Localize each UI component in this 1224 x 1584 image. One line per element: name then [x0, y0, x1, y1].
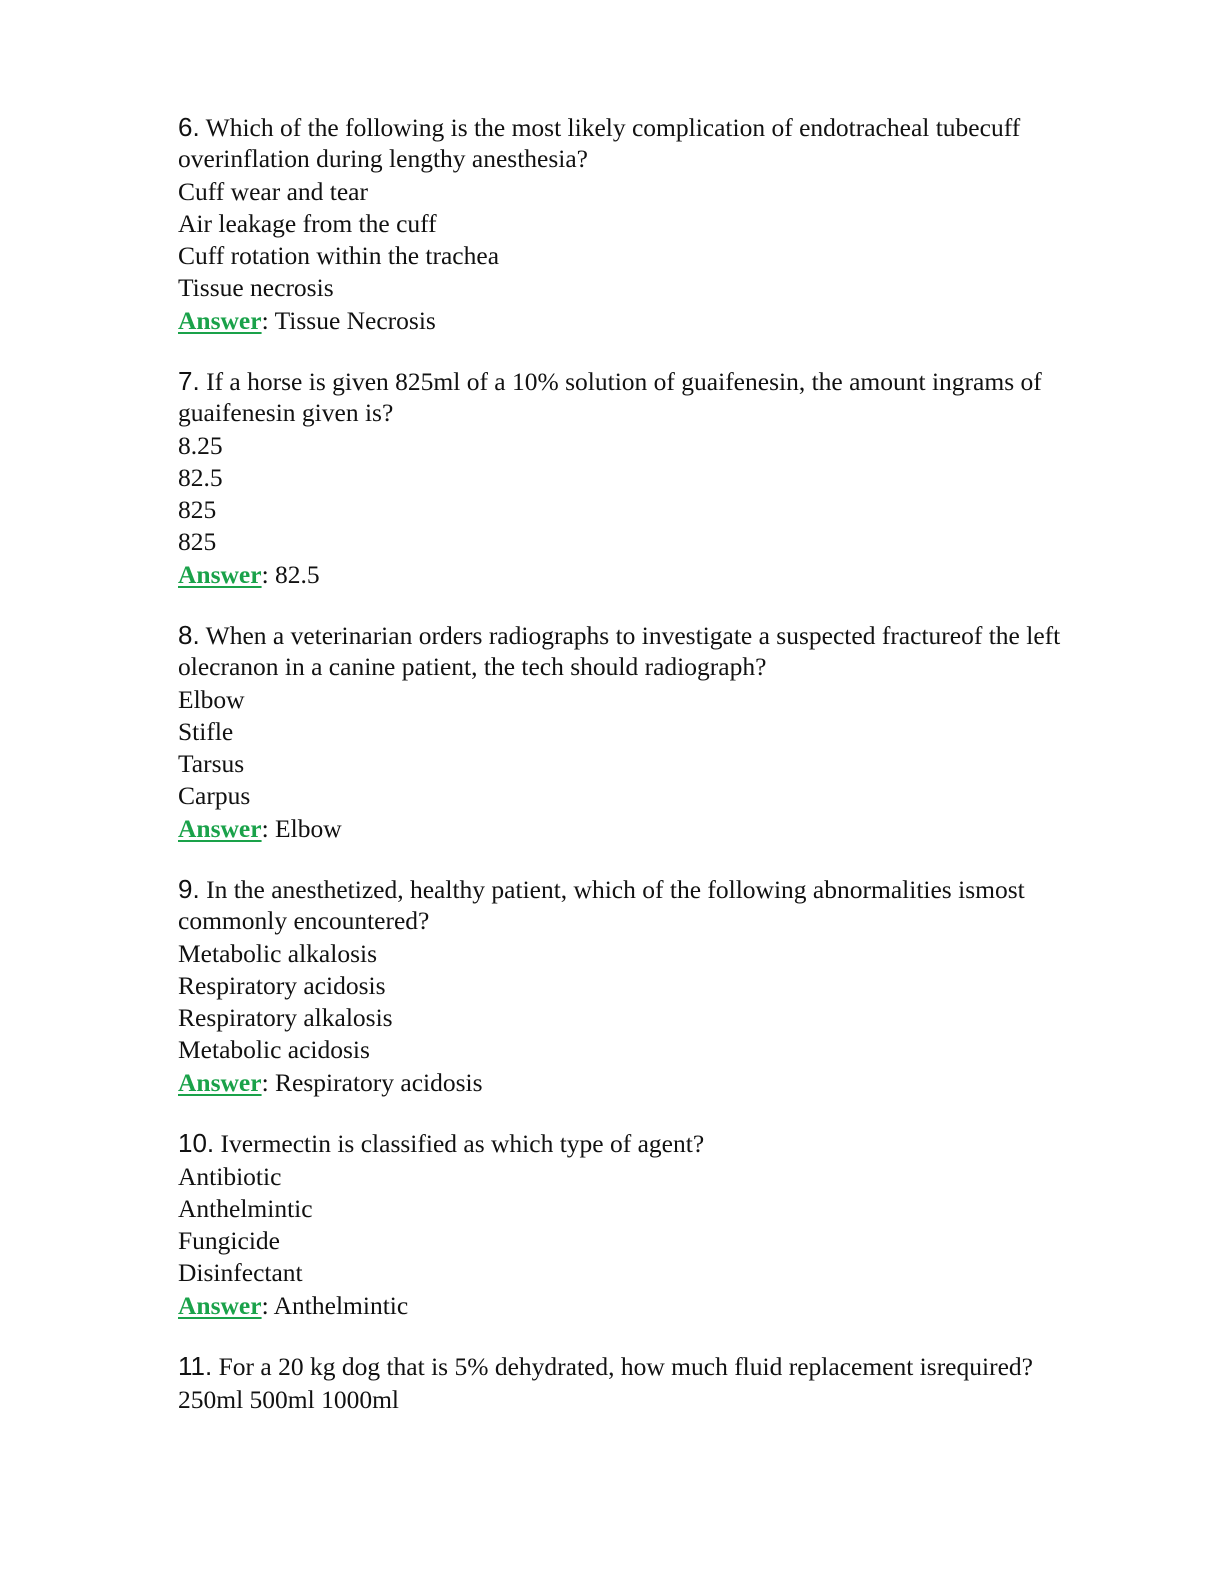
answer-value: Tissue Necrosis	[274, 306, 436, 335]
answer-label: Answer	[178, 560, 262, 589]
question-number: 8	[178, 620, 193, 650]
document-page	[178, 112, 1128, 1444]
question-9	[178, 874, 1128, 1099]
option: 82.5	[178, 463, 223, 492]
option: Cuff wear and tear	[178, 177, 368, 206]
question-number: 6	[178, 112, 193, 142]
answer-label: Answer	[178, 1291, 262, 1320]
option: Air leakage from the cuff	[178, 209, 437, 238]
option: Tissue necrosis	[178, 273, 334, 302]
option: Carpus	[178, 781, 251, 810]
option: Metabolic alkalosis	[178, 939, 377, 968]
answer-line: Answer: Anthelmintic	[178, 1291, 409, 1320]
option: Respiratory alkalosis	[178, 1003, 393, 1032]
option: 825	[178, 527, 217, 556]
option: Metabolic acidosis	[178, 1035, 370, 1064]
option: Tarsus	[178, 749, 245, 778]
question-7	[178, 366, 1128, 591]
option: 8.25	[178, 431, 223, 460]
option: Disinfectant	[178, 1258, 303, 1287]
inline-options: 250ml 500ml 1000ml	[178, 1385, 400, 1414]
question-number: 7	[178, 366, 193, 396]
answer-label: Answer	[178, 1068, 262, 1097]
answer-line: Answer: Elbow	[178, 814, 342, 843]
answer-line: Answer: Respiratory acidosis	[178, 1068, 483, 1097]
question-text: 6. Which of the following is the most likely complication of endotracheal tubecuff overinflation during lengthy anesthesia?	[178, 112, 1021, 173]
question-number: 11	[178, 1351, 205, 1381]
answer-line: Answer: 82.5	[178, 560, 320, 589]
answer-value: 82.5	[275, 560, 320, 589]
question-8	[178, 620, 1128, 845]
option: Stifle	[178, 717, 234, 746]
question-text: 8. When a veterinarian orders radiographs to investigate a suspected fractureof the left olecranon in a canine patient, the tech should radiograph?	[178, 620, 1061, 681]
answer-value: Anthelmintic	[273, 1291, 409, 1320]
option: Fungicide	[178, 1226, 280, 1255]
question-10	[178, 1128, 1128, 1322]
question-text: 10. Ivermectin is classified as which type of agent?	[178, 1128, 705, 1158]
option: Anthelmintic	[178, 1194, 313, 1223]
question-number: 10	[178, 1128, 207, 1158]
answer-value: Respiratory acidosis	[275, 1068, 483, 1097]
option: Elbow	[178, 685, 245, 714]
question-11	[178, 1351, 1128, 1415]
answer-label: Answer	[178, 814, 262, 843]
answer-line: Answer: Tissue Necrosis	[178, 306, 436, 335]
option: Antibiotic	[178, 1162, 282, 1191]
option: 825	[178, 495, 217, 524]
question-6	[178, 112, 1128, 337]
question-text: 11. For a 20 kg dog that is 5% dehydrated, how much fluid replacement isrequired?	[178, 1351, 1033, 1381]
answer-label: Answer	[178, 306, 262, 335]
question-text: 7. If a horse is given 825ml of a 10% solution of guaifenesin, the amount ingrams of guaifenesin given is?	[178, 366, 1042, 427]
question-number: 9	[178, 874, 193, 904]
option: Respiratory acidosis	[178, 971, 386, 1000]
answer-value: Elbow	[275, 814, 342, 843]
question-text: 9. In the anesthetized, healthy patient, which of the following abnormalities ismost commonly encountered?	[178, 874, 1025, 935]
option: Cuff rotation within the trachea	[178, 241, 500, 270]
